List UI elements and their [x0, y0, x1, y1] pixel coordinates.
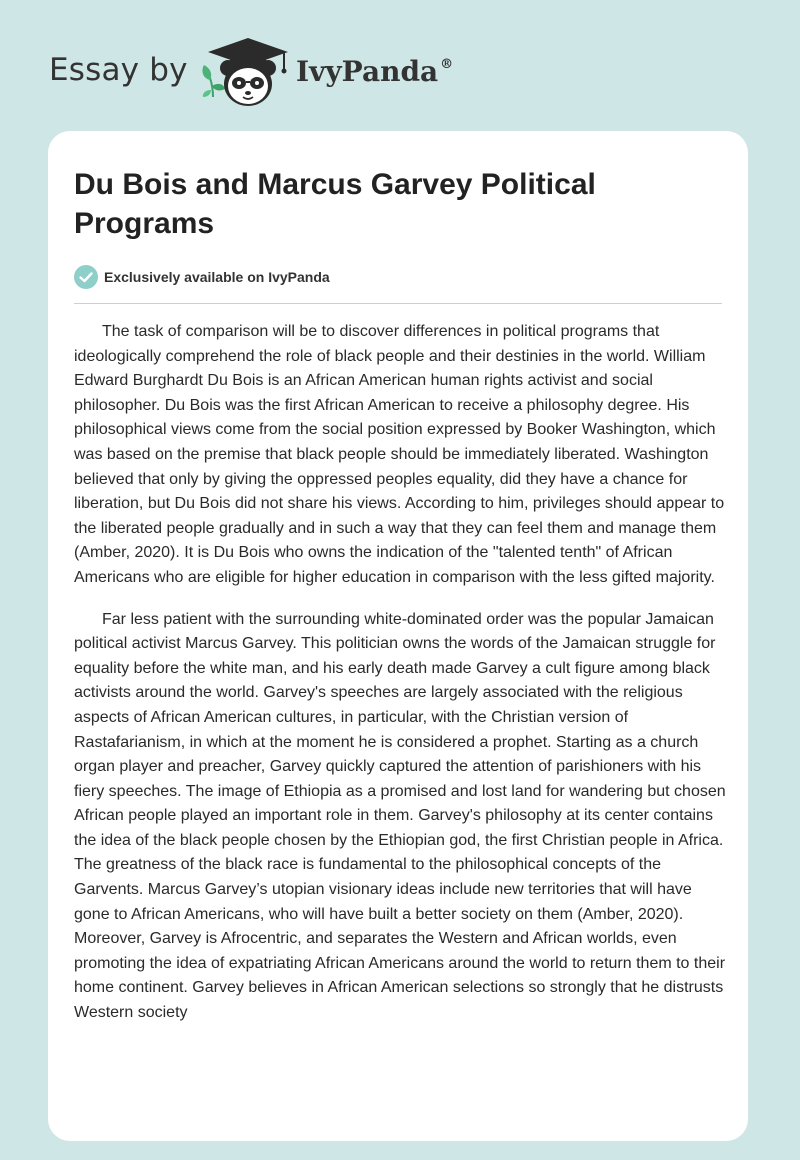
- panda-graduation-cap-icon[interactable]: [206, 36, 290, 108]
- essay-by-label: Essay by: [49, 52, 188, 88]
- article-card: [48, 131, 748, 1141]
- exclusive-badge: [74, 264, 330, 290]
- site-header: [0, 0, 800, 130]
- registered-mark: ®: [440, 57, 454, 72]
- paragraph: Far less patient with the surrounding white-dominated order was the popular Jamaican political activist Marcus Garvey. This politician owns the words of the Jamaican struggle for equality before the white man, and his early death made Garvey a cult figure among black activists around the world. Garvey's speeches are largely associated with the religious aspects of African American cultures, in particular, with the Christian version of Rastafarianism, in which at the moment he is considered a prophet. Starting as a church organ player and preacher, Garvey quickly captured the attention of parishioners with his fiery speeches. The image of Ethiopia as a promised and lost land for wandering but chosen African people played an important role in them. Garvey's philosophy at its center contains the idea of the black people chosen by the Ethiopian god, the first Christian people in Africa. The greatness of the black race is fundamental to the philosophical concepts of the Garvents. Marcus Garvey’s utopian visionary ideas include new territories that will have gone to African Americans, who will have built a better society on them (Amber, 2020). Moreover, Garvey is Afrocentric, and separates the Western and African worlds, even promoting the idea of expatriating African Americans around the world to return them to their home continent. Garvey believes in African American selections so strongly that he distrusts Western society: [74, 610, 726, 1022]
- exclusive-label: Exclusively available on IvyPanda: [104, 269, 330, 285]
- check-circle-icon: [74, 265, 98, 289]
- article-body: [74, 320, 726, 1043]
- article-title: Du Bois and Marcus Garvey Political Programs: [74, 168, 596, 240]
- brand-name[interactable]: IvyPanda ®: [296, 55, 454, 88]
- divider: [74, 303, 722, 304]
- paragraph: The task of comparison will be to discover differences in political programs that ideologically comprehend the role of black people and their destinies in the world. William Edward Burghardt Du Bois is an African American human rights activist and social philosopher. Du Bois was the first African American to receive a philosophy degree. His philosophical views come from the social position expressed by Booker Washington, which was based on the premise that black people should be immediately liberated. Washington believed that only by giving the oppressed peoples equality, did they have a chance for liberation, but Du Bois did not share his views. According to him, privileges should appear to the liberated people gradually and in such a way that they can feel them and manage them (Amber, 2020). It is Du Bois who owns the indication of the "talented tenth" of African Americans who are eligible for higher education in comparison with the less gifted majority.: [74, 323, 725, 586]
